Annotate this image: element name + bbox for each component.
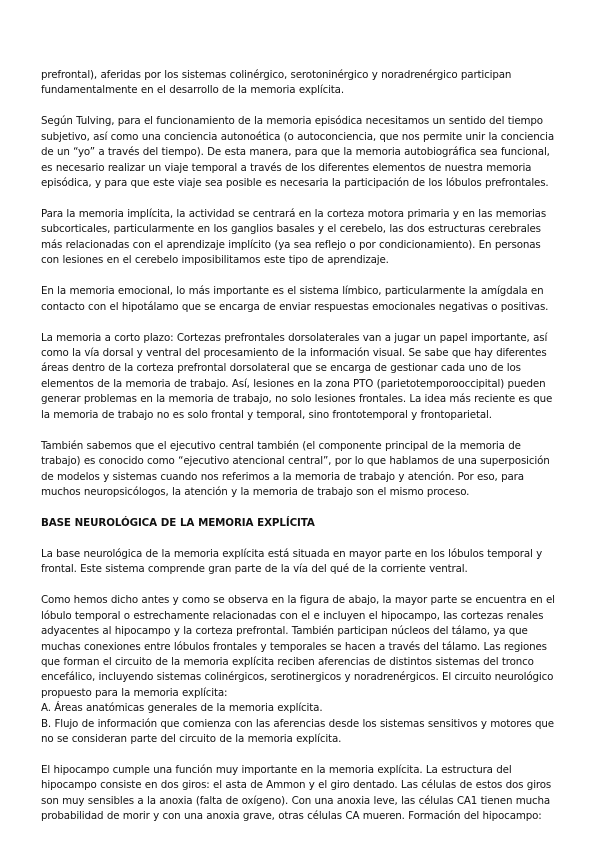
paragraph-emotional-memory: En la memoria emocional, lo más importante es el sistema límbico, particularmente la amígdala en contacto con el hipotálamo que se encarga de enviar respuestas emocionales negativas o positivas. — [41, 285, 549, 313]
paragraph-temporal-lobe: Como hemos dicho antes y como se observa en la figura de abajo, la mayor parte se encuentra en el lóbulo temporal o estrechamente relacionadas con el e incluyen el hipocampo, las cortezas renales adyacentes al hipocampo y la corteza prefrontal. También participan núcleos del tálamo, ya que muchas conexiones entre lóbulos frontales y temporales se hacen a través del tálamo. Las regiones que forman el circuito de la memoria explícita reciben aferencias de distintos sistemas del tronco encefálico, incluyendo sistemas colinérgicos, serotinergicos y noradrenérgicos. El circuito neurológico propuesto para la memoria explícita: — [41, 594, 555, 699]
paragraph-prefrontal-afferents: prefrontal), aferidas por los sistemas colinérgico, serotoninérgico y noradrenérgico participan fundamentalmente en el desarrollo de la memoria explícita. — [41, 69, 512, 97]
paragraph-central-executive: También sabemos que el ejecutivo central también (el componente principal de la memoria de trabajo) es conocido como “ejecutivo atencional central”, por lo que hablamos de una superposición de modelos y sistemas cuando nos referimos a la memoria de trabajo y atención. Por eso, para muchos neuropsicólogos, la atención y la memoria de trabajo son el mismo proceso. — [41, 439, 550, 498]
list-item-a: A. Áreas anatómicas generales de la memoria explícita. — [41, 702, 323, 715]
paragraph-gap — [41, 747, 561, 762]
paragraph-hippocampus: El hipocampo cumple una función muy importante en la memoria explícita. La estructura del hipocampo consiste en dos giros: el asta de Ammon y el giro dentado. Las células de estos dos giros son muy sensibles a la anoxia (falta de oxígeno). Con una anoxia leve, las células CA1 tienen mucha probabilidad de morir y con una anoxia grave, otras células CA mueren. Formación del hipocampo: — [41, 763, 552, 822]
section-heading: BASE NEUROLÓGICA DE LA MEMORIA EXPLÍCITA — [41, 516, 315, 529]
paragraph-short-term-memory: La memoria a corto plazo: Cortezas prefrontales dorsolaterales van a jugar un papel importante, así como la vía dorsal y ventral del procesamiento de la información visual. Se sabe que hay diferentes áreas dentro de la corteza prefrontal dorsolateral que se encarga de gestionar cada uno de los elementos de la memoria de trabajo. Así, lesiones en la zona PTO (parietotemporooccipital) pueden generar problemas en la memoria de trabajo, no solo lesiones frontales. La idea más reciente es que la memoria de trabajo no es solo frontal y temporal, sino frontotemporal y frontoparietal. — [41, 331, 553, 421]
paragraph-tulving: Según Tulving, para el funcionamiento de la memoria episódica necesitamos un sentido del tiempo subjetivo, así como una conciencia autonoética (o autoconciencia, que nos permite unir la conciencia de un “yo” a través del tiempo). De esta manera, para que la memoria autobiográfica sea funcional, es necesario realizar un viaje temporal a través de los diferentes elementos de nuestra memoria episódica, y para que este viaje sea posible es necesaria la participación de los lóbulos prefrontales. — [41, 115, 554, 190]
document-page — [41, 68, 561, 840]
list-item-b: B. Flujo de información que comienza con las aferencias desde los sistemas sensitivos y motores que no se consideran parte del circuito de la memoria explícita. — [41, 717, 554, 745]
paragraph-explicit-base: La base neurológica de la memoria explícita está situada en mayor parte en los lóbulos temporal y frontal. Este sistema comprende gran parte de la vía del qué de la corriente ventral. — [41, 547, 543, 576]
paragraph-implicit-memory: Para la memoria implícita, la actividad se centrará en la corteza motora primaria y en las memorias subcorticales, particularmente en los ganglios basales y el cerebelo, las dos estructuras cerebrales más relacionadas con el aprendizaje implícito (ya sea reflejo o por condicionamiento). En personas con lesiones en el cerebelo imposibilitamos este tipo de aprendizaje. — [41, 208, 547, 267]
